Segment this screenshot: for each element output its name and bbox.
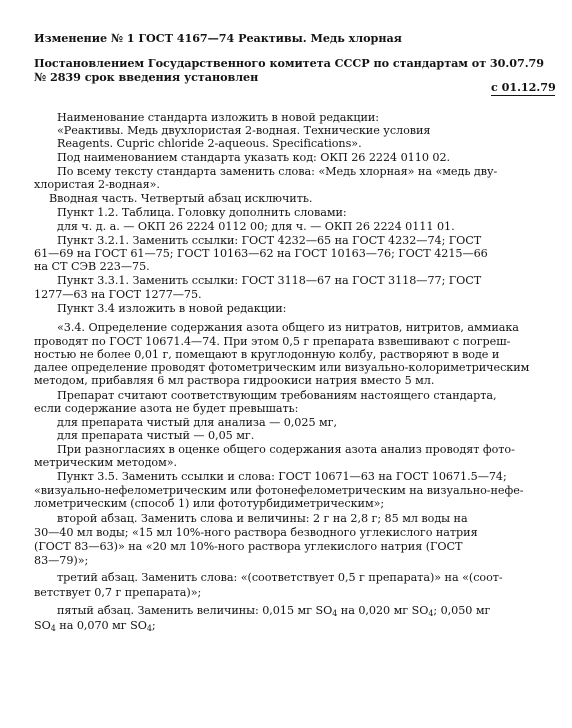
effective-date: с 01.12.79 — [491, 80, 556, 94]
paragraph: если содержание азота не будет превышать: — [34, 402, 299, 415]
paragraph: Препарат считают соответствующим требованиям настоящего стандарта, — [57, 389, 497, 402]
paragraph: Пункт 1.2. Таблица. Головку дополнить словами: — [57, 206, 347, 219]
text-run: ; — [151, 619, 156, 632]
paragraph — [34, 619, 156, 635]
paragraph: для препарата чистый — 0,05 мг. — [57, 429, 255, 442]
paragraph: методом, прибавляя 6 мл раствора гидроокиси натрия вместо 5 мл. — [34, 374, 435, 387]
paragraph: (ГОСТ 83—63)» на «20 мл 10%-ного раствора углекислого натрия (ГОСТ — [34, 540, 463, 553]
subscript: 4 — [50, 624, 56, 633]
text-run: пятый абзац. Заменить величины: 0,015 мг SO — [57, 604, 333, 617]
paragraph: метрическим методом». — [34, 456, 178, 469]
paragraph: «Реактивы. Медь двухлористая 2-водная. Технические условия — [57, 124, 431, 137]
paragraph: 83—79)»; — [34, 554, 89, 567]
paragraph: Вводная часть. Четвертый абзац исключить. — [49, 192, 313, 205]
paragraph: для препарата чистый для анализа — 0,025 мг, — [57, 416, 337, 429]
paragraph: третий абзац. Заменить слова: «(соответствует 0,5 г препарата)» на «(соот- — [57, 571, 503, 584]
text-run: SO — [34, 619, 51, 632]
text-run: ; 0,050 мг — [433, 604, 491, 617]
decree-line: Постановлением Государственного комитета СССР по стандартам от 30.07.79 — [34, 56, 545, 70]
paragraph: 61—69 на ГОСТ 61—75; ГОСТ 10163—62 на ГОСТ 10163—76; ГОСТ 4215—66 — [34, 247, 488, 260]
paragraph: на СТ СЭВ 223—75. — [34, 260, 150, 273]
paragraph: хлористая 2-водная». — [34, 178, 160, 191]
paragraph: По всему тексту стандарта заменить слова: «Медь хлорная» на «медь дву- — [57, 165, 498, 178]
paragraph: Пункт 3.2.1. Заменить ссылки: ГОСТ 4232—65 на ГОСТ 4232—74; ГОСТ — [57, 234, 482, 247]
paragraph: проводят по ГОСТ 10671.4—74. При этом 0,5 г препарата взвешивают с погреш- — [34, 335, 511, 348]
paragraph: Пункт 3.4 изложить в новой редакции: — [57, 302, 287, 315]
paragraph: При разногласиях в оценке общего содержания азота анализ проводят фото- — [57, 443, 515, 456]
paragraph: второй абзац. Заменить слова и величины: 2 г на 2,8 г; 85 мл воды на — [57, 512, 468, 525]
paragraph: далее определение проводят фотометрическим или визуально-колориметрическим — [34, 361, 530, 374]
paragraph: Под наименованием стандарта указать код: ОКП 26 2224 0110 02. — [57, 151, 451, 164]
paragraph: ностью не более 0,01 г, помещают в круглодонную колбу, растворяют в воде и — [34, 348, 500, 361]
paragraph: лометрическим (способ 1) или фототурбидиметрическим»; — [34, 497, 385, 510]
paragraph: Reagents. Cupric chloride 2-aqueous. Specifications». — [57, 137, 362, 150]
paragraph: для ч. д. а. — ОКП 26 2224 0112 00; для ч. — ОКП 26 2224 0111 01. — [57, 220, 455, 233]
paragraph: 1277—63 на ГОСТ 1277—75. — [34, 288, 202, 301]
decree-line: № 2839 срок введения установлен — [34, 70, 259, 84]
text-run: на 0,070 мг SO — [55, 619, 147, 632]
paragraph — [57, 604, 490, 620]
paragraph: «визуально-нефелометрическим или фотонефелометрическим на визуально-нефе- — [34, 484, 524, 497]
subscript: 4 — [146, 624, 152, 633]
paragraph: ветствует 0,7 г препарата)»; — [34, 586, 202, 599]
subscript: 4 — [332, 609, 338, 618]
date-underline — [491, 95, 555, 96]
paragraph: «3.4. Определение содержания азота общего из нитратов, нитритов, аммиака — [57, 321, 519, 334]
paragraph: Наименование стандарта изложить в новой редакции: — [57, 111, 380, 124]
text-run: на 0,020 мг SO — [337, 604, 429, 617]
paragraph: 30—40 мл воды; «15 мл 10%-ного раствора безводного углекислого натрия — [34, 526, 478, 539]
amendment-title: Изменение № 1 ГОСТ 4167—74 Реактивы. Медь хлорная — [34, 31, 402, 45]
paragraph: Пункт 3.3.1. Заменить ссылки: ГОСТ 3118—67 на ГОСТ 3118—77; ГОСТ — [57, 274, 482, 287]
subscript: 4 — [428, 609, 434, 618]
paragraph: Пункт 3.5. Заменить ссылки и слова: ГОСТ 10671—63 на ГОСТ 10671.5—74; — [57, 470, 507, 483]
